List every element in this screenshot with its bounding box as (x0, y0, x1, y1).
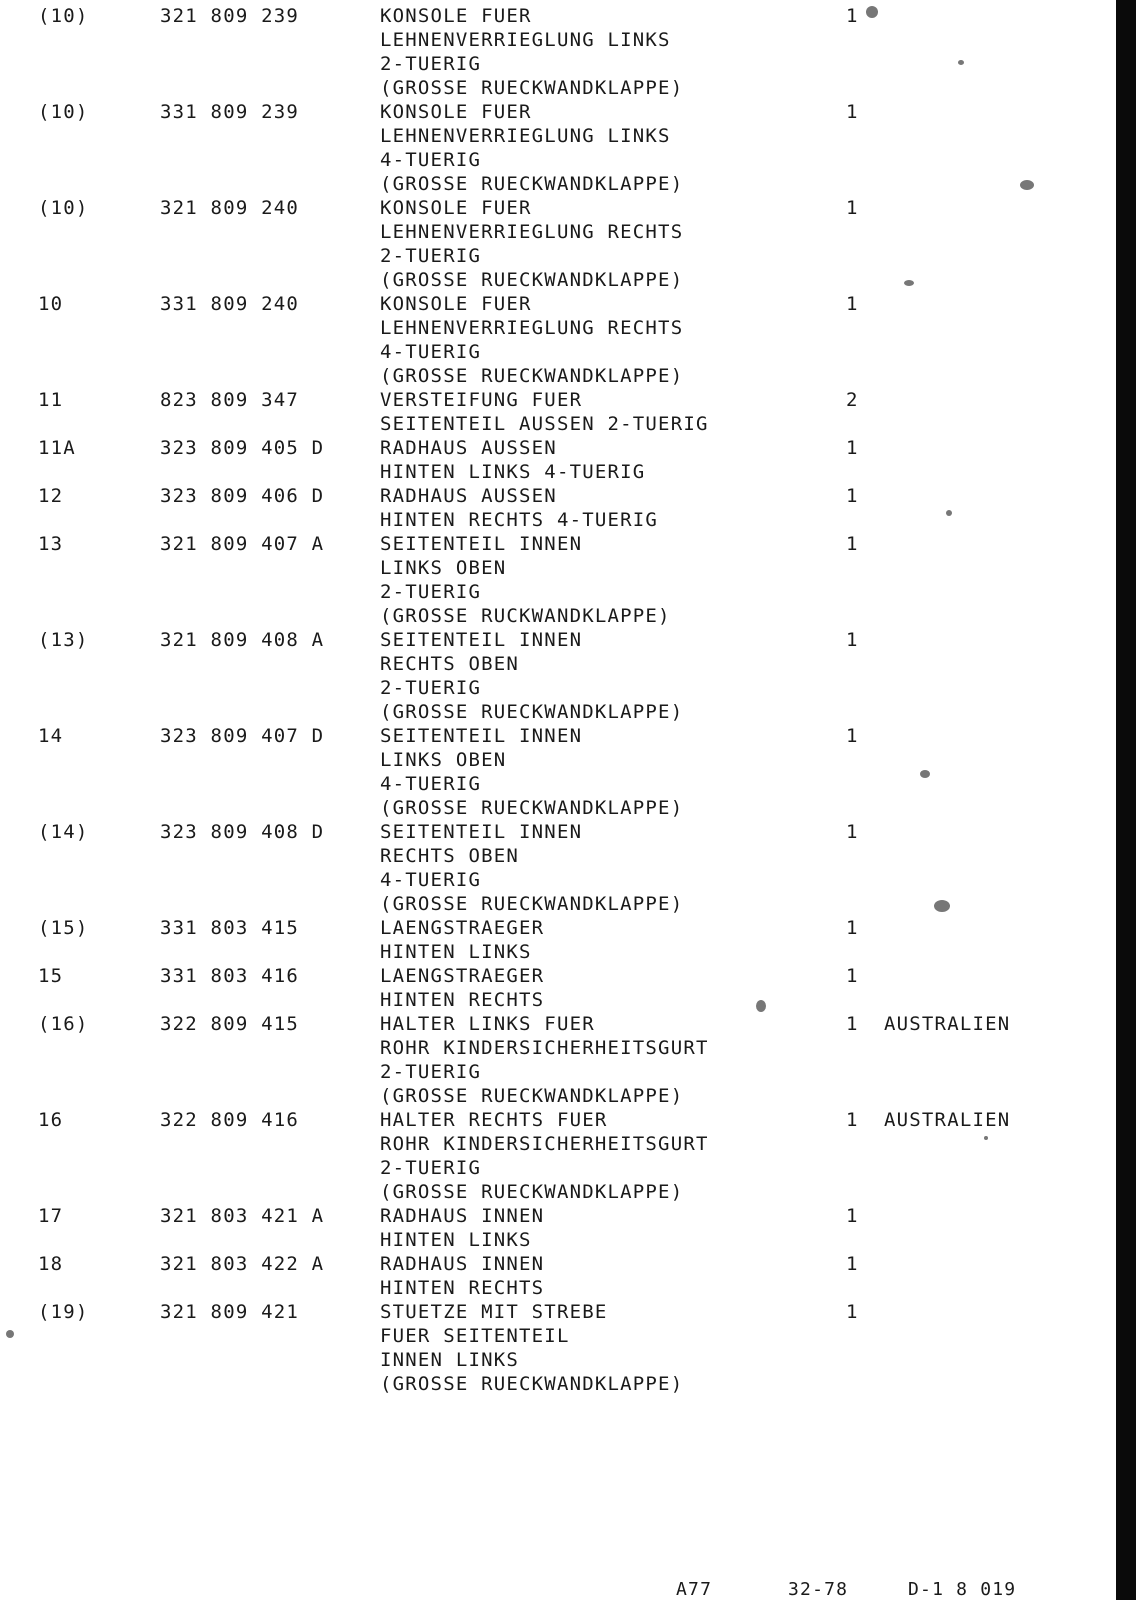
table-row (0, 1300, 1100, 1396)
description-line: SEITENTEIL INNEN (380, 533, 583, 555)
table-row (0, 1108, 1100, 1204)
part-description (380, 436, 645, 484)
part-description (380, 1252, 544, 1300)
description-line: LAENGSTRAEGER (380, 917, 545, 939)
description-line: 2-TUERIG (380, 581, 482, 603)
part-number: 321 809 240 (160, 197, 300, 219)
description-line: LINKS OBEN (380, 749, 507, 771)
part-number: 321 803 421 A (160, 1205, 325, 1227)
position-number: (14) (38, 821, 89, 843)
footer-reference: D-1 8 019 (908, 1579, 1017, 1600)
quantity: 1 (846, 533, 859, 555)
part-description (380, 1108, 709, 1204)
description-line: KONSOLE FUER (380, 197, 532, 219)
quantity: 1 (846, 1205, 859, 1227)
part-description (380, 820, 683, 916)
position-number: 11A (38, 437, 76, 459)
quantity: 1 (846, 917, 859, 939)
part-number: 321 809 407 A (160, 533, 325, 555)
position-number: 16 (38, 1109, 64, 1131)
footer-date-code: 32-78 (788, 1579, 849, 1600)
part-number: 321 809 421 (160, 1301, 300, 1323)
quantity: 1 (846, 725, 859, 747)
table-row (0, 916, 1100, 964)
table-row (0, 1012, 1100, 1108)
description-line: (GROSSE RUECKWANDKLAPPE) (380, 797, 684, 819)
quantity: 1 (846, 629, 859, 651)
position-number: 17 (38, 1205, 64, 1227)
position-number: (13) (38, 629, 89, 651)
part-description (380, 388, 709, 436)
description-line: (GROSSE RUECKWANDKLAPPE) (380, 701, 684, 723)
description-line: HINTEN LINKS (380, 941, 532, 963)
description-line: KONSOLE FUER (380, 101, 532, 123)
position-number: 13 (38, 533, 64, 555)
description-line: RADHAUS AUSSEN (380, 437, 557, 459)
quantity: 2 (846, 389, 859, 411)
page-footer (0, 1578, 1100, 1602)
description-line: (GROSSE RUCKWANDKLAPPE) (380, 605, 671, 627)
part-number: 331 809 240 (160, 293, 300, 315)
footer-page-code: A77 (676, 1579, 713, 1600)
table-row (0, 4, 1100, 100)
description-line: (GROSSE RUECKWANDKLAPPE) (380, 173, 684, 195)
part-number: 823 809 347 (160, 389, 300, 411)
description-line: 4-TUERIG (380, 341, 482, 363)
description-line: SEITENTEIL INNEN (380, 629, 583, 651)
part-description (380, 1012, 709, 1108)
description-line: (GROSSE RUECKWANDKLAPPE) (380, 1181, 684, 1203)
description-line: LEHNENVERRIEGLUNG LINKS (380, 29, 671, 51)
quantity: 1 (846, 197, 859, 219)
quantity: 1 (846, 485, 859, 507)
description-line: 4-TUERIG (380, 773, 482, 795)
description-line: SEITENTEIL INNEN (380, 725, 583, 747)
table-row (0, 724, 1100, 820)
description-line: LEHNENVERRIEGLUNG RECHTS (380, 221, 684, 243)
description-line: (GROSSE RUECKWANDKLAPPE) (380, 1373, 684, 1395)
scan-edge-bar (1116, 0, 1136, 1600)
table-row (0, 100, 1100, 196)
part-number: 331 809 239 (160, 101, 300, 123)
part-description (380, 532, 671, 628)
part-number: 323 809 406 D (160, 485, 325, 507)
quantity: 1 (846, 1253, 859, 1275)
quantity: 1 (846, 965, 859, 987)
position-number: (10) (38, 197, 89, 219)
part-description (380, 1204, 544, 1252)
part-description (380, 628, 683, 724)
description-line: STUETZE MIT STREBE (380, 1301, 608, 1323)
position-number: (19) (38, 1301, 89, 1323)
quantity: 1 (846, 1109, 859, 1131)
description-line: LEHNENVERRIEGLUNG LINKS (380, 125, 671, 147)
description-line: 2-TUERIG (380, 1157, 482, 1179)
position-number: 12 (38, 485, 64, 507)
quantity: 1 (846, 821, 859, 843)
description-line: 2-TUERIG (380, 677, 482, 699)
table-row (0, 628, 1100, 724)
part-description (380, 4, 683, 100)
description-line: 2-TUERIG (380, 53, 482, 75)
table-row (0, 292, 1100, 388)
position-number: (10) (38, 5, 89, 27)
description-line: RADHAUS INNEN (380, 1205, 545, 1227)
part-number: 331 803 415 (160, 917, 300, 939)
description-line: SEITENTEIL AUSSEN 2-TUERIG (380, 413, 709, 435)
description-line: KONSOLE FUER (380, 5, 532, 27)
description-line: (GROSSE RUECKWANDKLAPPE) (380, 77, 684, 99)
description-line: LINKS OBEN (380, 557, 507, 579)
table-row (0, 436, 1100, 484)
table-row (0, 1204, 1100, 1252)
quantity: 1 (846, 101, 859, 123)
part-description (380, 916, 544, 964)
description-line: LEHNENVERRIEGLUNG RECHTS (380, 317, 684, 339)
description-line: RECHTS OBEN (380, 845, 520, 867)
part-description (380, 484, 658, 532)
quantity: 1 (846, 1301, 859, 1323)
description-line: INNEN LINKS (380, 1349, 520, 1371)
position-number: 18 (38, 1253, 64, 1275)
quantity: 1 (846, 1013, 859, 1035)
part-number: 321 809 408 A (160, 629, 325, 651)
quantity: 1 (846, 293, 859, 315)
position-number: (16) (38, 1013, 89, 1035)
table-row (0, 484, 1100, 532)
part-number: 323 809 407 D (160, 725, 325, 747)
description-line: HINTEN RECHTS (380, 1277, 545, 1299)
description-line: HINTEN LINKS 4-TUERIG (380, 461, 646, 483)
description-line: HALTER RECHTS FUER (380, 1109, 608, 1131)
quantity: 1 (846, 5, 859, 27)
description-line: LAENGSTRAEGER (380, 965, 545, 987)
description-line: (GROSSE RUECKWANDKLAPPE) (380, 269, 684, 291)
description-line: (GROSSE RUECKWANDKLAPPE) (380, 893, 684, 915)
market-note: AUSTRALIEN (884, 1109, 1011, 1131)
description-line: KONSOLE FUER (380, 293, 532, 315)
table-row (0, 964, 1100, 1012)
description-line: VERSTEIFUNG FUER (380, 389, 583, 411)
part-description (380, 292, 683, 388)
position-number: 15 (38, 965, 64, 987)
description-line: (GROSSE RUECKWANDKLAPPE) (380, 1085, 684, 1107)
description-line: HINTEN LINKS (380, 1229, 532, 1251)
description-line: HALTER LINKS FUER (380, 1013, 595, 1035)
part-description (380, 196, 683, 292)
part-number: 321 803 422 A (160, 1253, 325, 1275)
position-number: 10 (38, 293, 64, 315)
description-line: FUER SEITENTEIL (380, 1325, 570, 1347)
description-line: SEITENTEIL INNEN (380, 821, 583, 843)
table-row (0, 196, 1100, 292)
part-number: 323 809 405 D (160, 437, 325, 459)
position-number: 11 (38, 389, 64, 411)
quantity: 1 (846, 437, 859, 459)
part-number: 321 809 239 (160, 5, 300, 27)
position-number: 14 (38, 725, 64, 747)
description-line: 2-TUERIG (380, 245, 482, 267)
part-number: 322 809 415 (160, 1013, 300, 1035)
description-line: (GROSSE RUECKWANDKLAPPE) (380, 365, 684, 387)
description-line: HINTEN RECHTS 4-TUERIG (380, 509, 659, 531)
part-number: 323 809 408 D (160, 821, 325, 843)
description-line: RECHTS OBEN (380, 653, 520, 675)
description-line: HINTEN RECHTS (380, 989, 545, 1011)
description-line: RADHAUS INNEN (380, 1253, 545, 1275)
description-line: ROHR KINDERSICHERHEITSGURT (380, 1133, 709, 1155)
position-number: (15) (38, 917, 89, 939)
part-number: 322 809 416 (160, 1109, 300, 1131)
table-row (0, 532, 1100, 628)
description-line: 2-TUERIG (380, 1061, 482, 1083)
part-number: 331 803 416 (160, 965, 300, 987)
market-note: AUSTRALIEN (884, 1013, 1011, 1035)
part-description (380, 964, 544, 1012)
position-number: (10) (38, 101, 89, 123)
description-line: RADHAUS AUSSEN (380, 485, 557, 507)
description-line: 4-TUERIG (380, 869, 482, 891)
table-row (0, 1252, 1100, 1300)
table-row (0, 388, 1100, 436)
part-description (380, 100, 683, 196)
part-description (380, 724, 683, 820)
description-line: ROHR KINDERSICHERHEITSGURT (380, 1037, 709, 1059)
part-description (380, 1300, 683, 1396)
description-line: 4-TUERIG (380, 149, 482, 171)
